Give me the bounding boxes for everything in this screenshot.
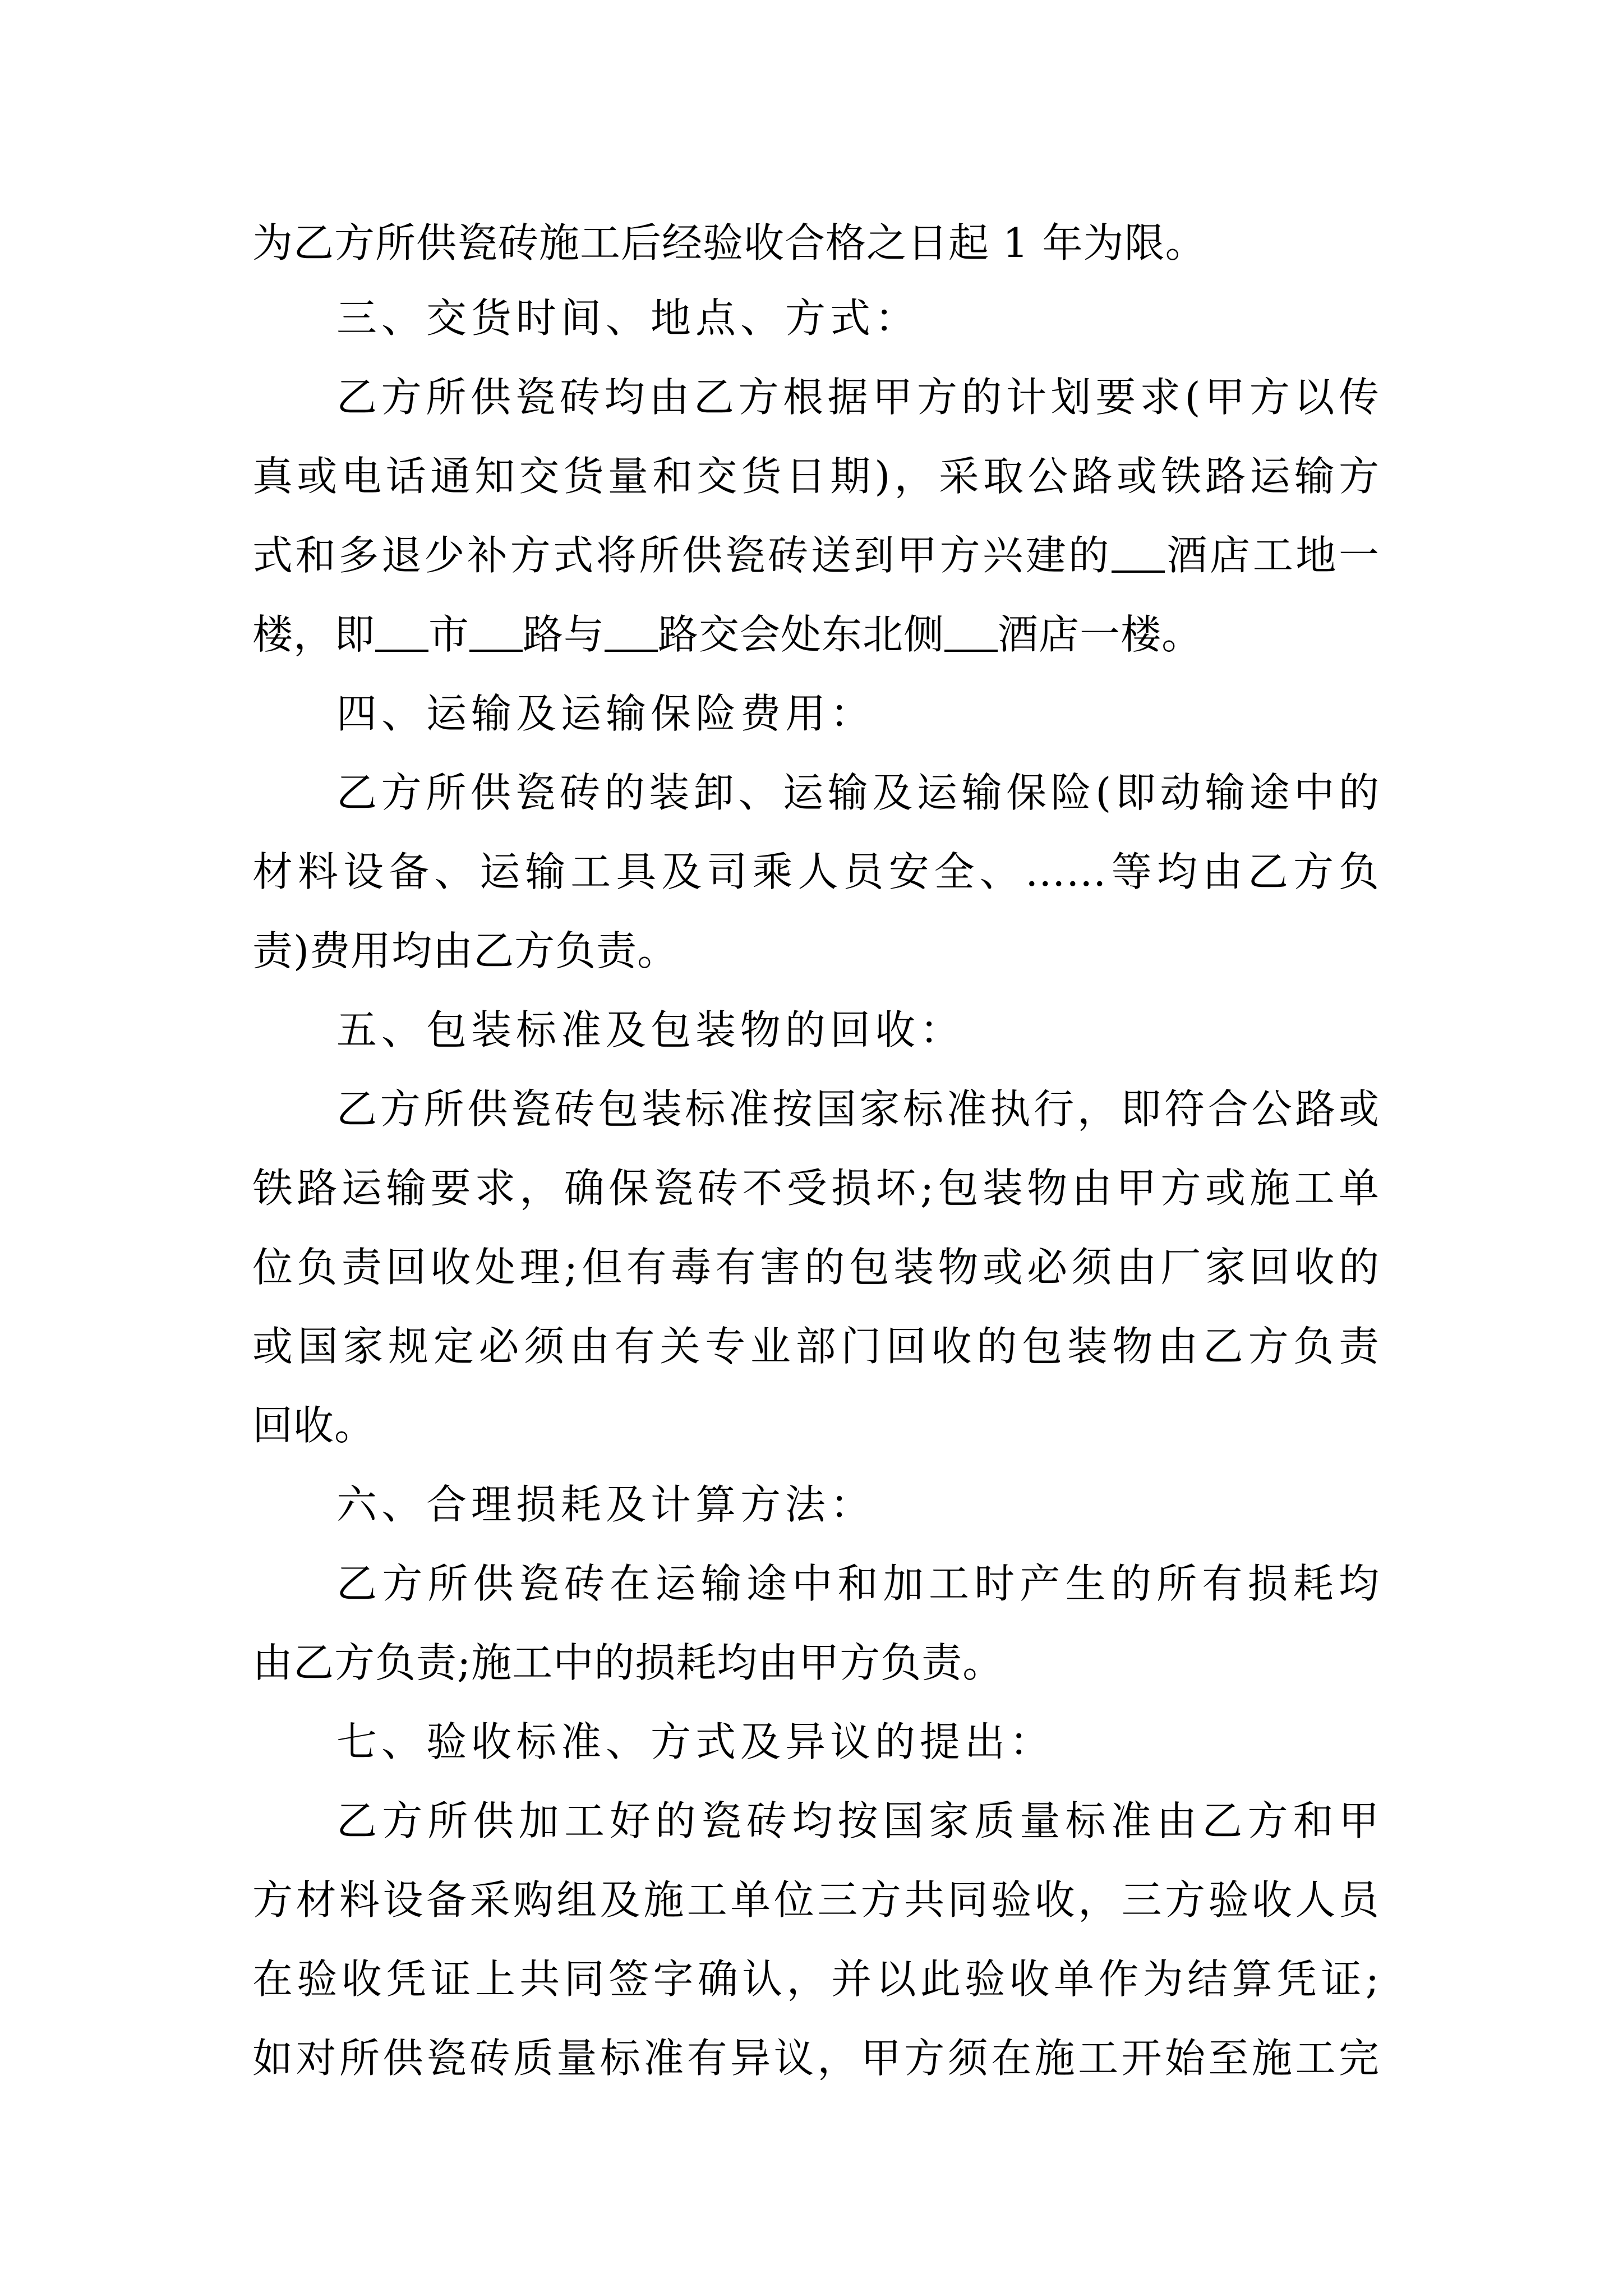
section-heading: 四、运输及运输保险费用：: [336, 690, 875, 737]
text-line: 材料设备、运输工具及司乘人员安全、……等均由乙方负: [252, 848, 1380, 895]
blank-underline: [469, 609, 523, 652]
text-line: 式和多退少补方式将所供瓷砖送到甲方兴建的 酒店工地一: [252, 513, 1380, 597]
blank-underline: [375, 609, 428, 652]
text-line: 乙方所供瓷砖在运输途中和加工时产生的所有损耗均: [336, 1560, 1380, 1607]
text-line: 铁路运输要求，确保瓷砖不受损坏;包装物由甲方或施工单: [252, 1165, 1380, 1212]
text-line: 楼，即 市 路与 路交会处东北侧 酒店一楼。: [252, 592, 1202, 677]
text-line: 乙方所供瓷砖包装标准按国家标准执行，即符合公路或: [336, 1085, 1380, 1133]
text-line: 如对所供瓷砖质量标准有异议，甲方须在施工开始至施工完: [252, 2035, 1380, 2082]
section-heading: 五、包装标准及包装物的回收：: [336, 1006, 965, 1053]
text-line: 位负责回收处理;但有毒有害的包装物或必须由厂家回收的: [252, 1244, 1380, 1291]
text-line: 真或电话通知交货量和交货日期)，采取公路或铁路运输方: [252, 453, 1380, 500]
text-line: 在验收凭证上共同签字确认，并以此验收单作为结算凭证;: [252, 1955, 1380, 2003]
text-line: 乙方所供瓷砖的装卸、运输及运输保险(即动输途中的: [336, 769, 1380, 816]
text-line: 责)费用均由乙方负责。: [252, 927, 679, 974]
text-line: 乙方所供加工好的瓷砖均按国家质量标准由乙方和甲: [336, 1797, 1380, 1844]
section-heading: 六、合理损耗及计算方法：: [336, 1481, 875, 1528]
blank-underline: [944, 609, 998, 652]
text-line: 或国家规定必须由有关专业部门回收的包装物由乙方负责: [252, 1323, 1380, 1370]
section-heading: 三、交货时间、地点、方式：: [336, 295, 920, 342]
text-line: 乙方所供瓷砖均由乙方根据甲方的计划要求(甲方以传: [336, 374, 1380, 421]
text-line: 方材料设备采购组及施工单位三方共同验收，三方验收人员: [252, 1876, 1380, 1924]
text-line: 由乙方负责;施工中的损耗均由甲方负责。: [252, 1639, 1004, 1686]
blank-underline: [605, 609, 658, 652]
text-line: 回收。: [252, 1402, 376, 1449]
text-line: 为乙方所供瓷砖施工后经验收合格之日起 1 年为限。: [252, 219, 1206, 266]
section-heading: 七、验收标准、方式及异议的提出：: [336, 1718, 1055, 1765]
blank-underline: [1112, 530, 1165, 573]
